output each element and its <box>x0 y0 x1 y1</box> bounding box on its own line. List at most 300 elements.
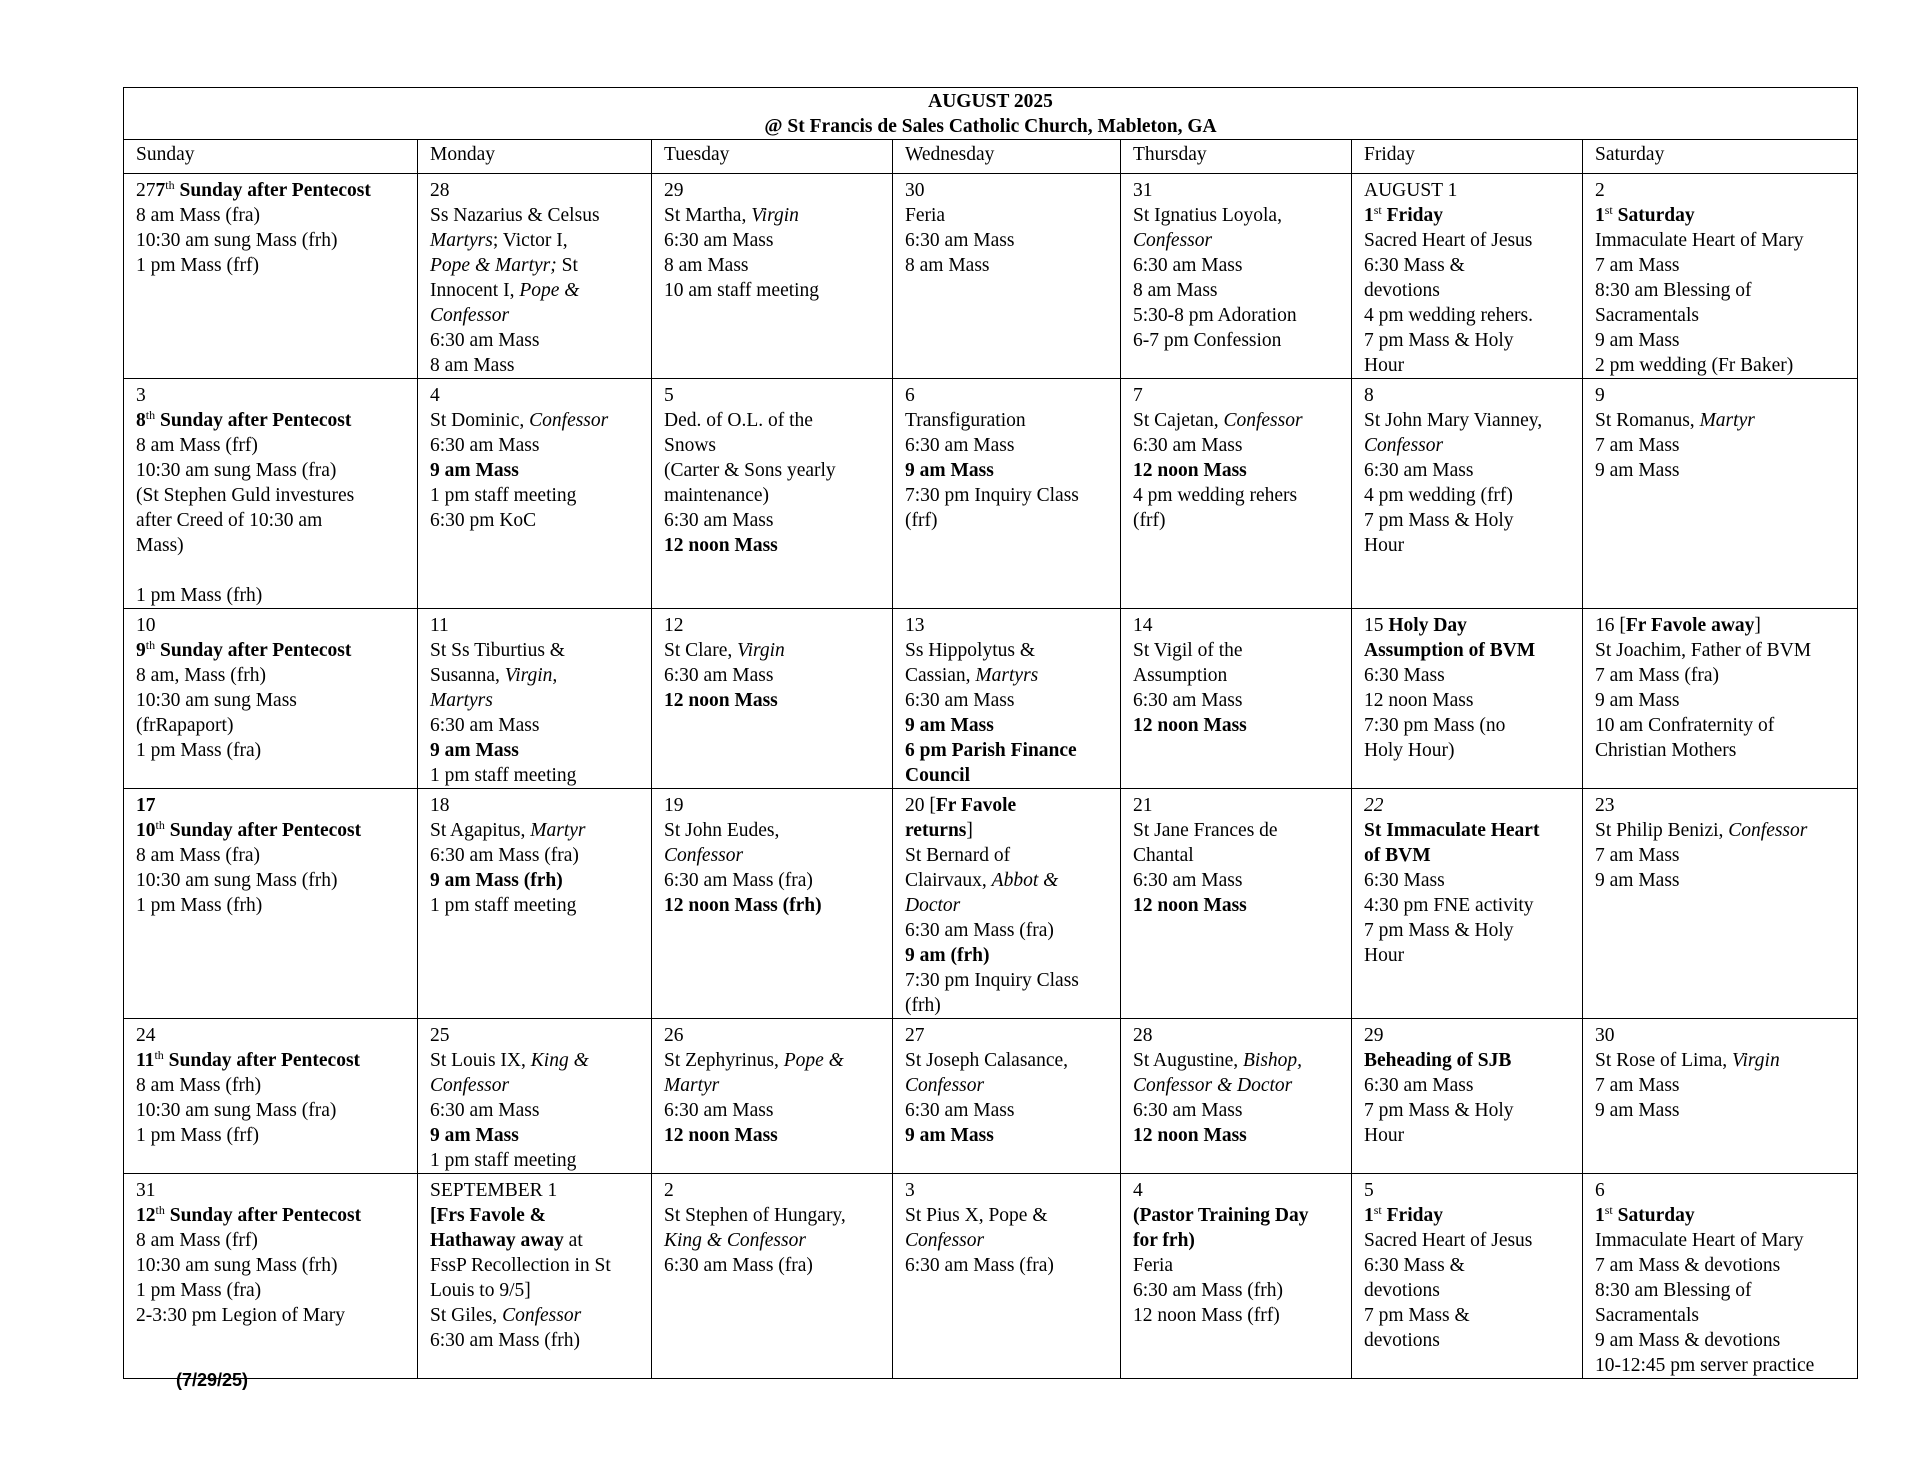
entry-text: 4 <box>1133 1180 1143 1201</box>
entry-text: 28 <box>430 180 450 201</box>
bold-text: 9 am Mass (frh) <box>430 870 563 891</box>
day-entry-line <box>136 508 405 533</box>
entry-text: 25 <box>430 1025 450 1046</box>
entry-text: 2-3:30 pm Legion of Mary <box>136 1305 346 1326</box>
entry-text: 10 am staff meeting <box>664 280 820 301</box>
day-cell <box>418 1019 652 1174</box>
entry-text: 10:30 am sung Mass (frh) <box>136 1255 338 1276</box>
day-entry-line <box>136 203 405 228</box>
day-entry-line <box>1595 278 1845 303</box>
day-cell <box>124 609 418 789</box>
italic-text: Virgin <box>751 205 799 226</box>
day-cell <box>418 174 652 379</box>
day-entry-line <box>905 843 1108 868</box>
entry-text: 30 <box>905 180 925 201</box>
day-entry-line <box>664 688 880 713</box>
entry-text: Ss Hippolytus & <box>905 640 1036 661</box>
entry-text: ] <box>1754 615 1761 636</box>
entry-text: Transfiguration <box>905 410 1026 431</box>
day-entry-line <box>1133 1178 1339 1203</box>
day-entry-line <box>905 1253 1108 1278</box>
day-entry-line <box>136 663 405 688</box>
entry-text: Sacred Heart of Jesus <box>1364 230 1533 251</box>
entry-text: 7 <box>1133 385 1143 406</box>
entry-text: 1 pm Mass (frh) <box>136 585 263 606</box>
day-entry-line <box>1133 613 1339 638</box>
day-cell <box>1352 1174 1583 1379</box>
entry-text: 6:30 Mass & <box>1364 1255 1465 1276</box>
day-entry-line <box>905 483 1108 508</box>
entry-text: Immaculate Heart of Mary <box>1595 1230 1804 1251</box>
day-entry-line <box>430 253 639 278</box>
blank-line <box>136 558 405 583</box>
day-entry-line <box>664 533 880 558</box>
day-entry-line <box>1364 1073 1570 1098</box>
italic-text: Confessor <box>905 1075 985 1096</box>
entry-text: 7 am Mass (fra) <box>1595 665 1719 686</box>
entry-text: Hour <box>1364 355 1405 376</box>
italic-text: Martyr <box>1699 410 1755 431</box>
entry-text: devotions <box>1364 1330 1440 1351</box>
bold-text: 12 noon Mass <box>1133 715 1247 736</box>
day-entry-line <box>430 458 639 483</box>
entry-text: 7 pm Mass & Holy <box>1364 1100 1514 1121</box>
day-entry-line <box>1595 1178 1845 1203</box>
entry-text: 4 pm wedding rehers <box>1133 485 1298 506</box>
day-entry-line <box>136 738 405 763</box>
day-entry-line <box>905 458 1108 483</box>
entry-text: Assumption <box>1133 665 1228 686</box>
entry-text: 6 <box>1595 1180 1605 1201</box>
day-entry-line <box>136 793 405 818</box>
day-entry-line <box>1364 738 1570 763</box>
bold-text: 12 noon Mass <box>1133 460 1247 481</box>
entry-text: 6:30 pm KoC <box>430 510 537 531</box>
day-entry-line <box>1364 1228 1570 1253</box>
day-entry-line <box>664 203 880 228</box>
day-entry-line <box>136 688 405 713</box>
day-entry-line <box>905 818 1108 843</box>
day-entry-line <box>1364 483 1570 508</box>
entry-text: 6:30 am Mass <box>664 230 774 251</box>
bold-text: Hathaway away <box>430 1230 564 1251</box>
day-cell <box>418 1174 652 1379</box>
day-entry-line <box>136 178 405 203</box>
ordinal-suffix: th <box>155 1203 165 1217</box>
entry-text: 5:30-8 pm Adoration <box>1133 305 1297 326</box>
entry-text: St Jane Frances de <box>1133 820 1278 841</box>
entry-text: 6:30 am Mass <box>664 510 774 531</box>
ordinal-suffix: st <box>1373 203 1382 217</box>
entry-text: Hour <box>1364 535 1405 556</box>
entry-text: (frf) <box>905 510 938 531</box>
day-cell <box>124 379 418 609</box>
day-entry-line <box>1364 943 1570 968</box>
bold-text: 9 am Mass <box>905 460 994 481</box>
day-entry-line <box>664 818 880 843</box>
entry-text: maintenance) <box>664 485 770 506</box>
day-entry-line <box>1133 203 1339 228</box>
day-entry-line <box>430 738 639 763</box>
bold-text: Fr Favole away <box>1625 615 1755 636</box>
entry-text: Hour <box>1364 1125 1405 1146</box>
day-cell <box>1352 609 1583 789</box>
day-entry-line <box>1364 203 1570 228</box>
day-entry-line <box>1364 893 1570 918</box>
entry-text: Clairvaux, <box>905 870 992 891</box>
entry-text: devotions <box>1364 280 1440 301</box>
day-entry-line <box>430 178 639 203</box>
day-cell <box>1352 379 1583 609</box>
entry-text: 1 pm staff meeting <box>430 1150 577 1171</box>
day-entry-line <box>430 508 639 533</box>
entry-text: (frRapaport) <box>136 715 234 736</box>
day-entry-line <box>1595 1253 1845 1278</box>
day-entry-line <box>664 178 880 203</box>
entry-text: 10:30 am sung Mass (fra) <box>136 460 337 481</box>
entry-text: 10 <box>136 615 156 636</box>
entry-text: 16 [ <box>1595 615 1626 636</box>
entry-text: 29 <box>1364 1025 1384 1046</box>
bold-text: Fr Favole <box>935 795 1017 816</box>
day-entry-line <box>1595 408 1845 433</box>
day-entry-line <box>1595 228 1845 253</box>
week-row-4 <box>124 789 1858 1019</box>
day-entry-line <box>1364 1023 1570 1048</box>
entry-text: St Philip Benizi, <box>1595 820 1729 841</box>
day-cell <box>893 609 1121 789</box>
day-entry-line <box>136 1253 405 1278</box>
entry-text: 9 am Mass <box>1595 690 1680 711</box>
day-entry-line <box>664 458 880 483</box>
day-entry-line <box>430 1303 639 1328</box>
entry-text: Louis to 9/5] <box>430 1280 531 1301</box>
day-entry-line <box>905 968 1108 993</box>
weekday-thursday: Thursday <box>1121 140 1352 174</box>
day-entry-line <box>136 533 405 558</box>
bold-text: [Frs Favole & <box>430 1205 546 1226</box>
entry-text: devotions <box>1364 1280 1440 1301</box>
day-entry-line <box>1364 253 1570 278</box>
day-cell <box>1121 609 1352 789</box>
entry-text: 3 <box>905 1180 915 1201</box>
day-entry-line <box>1364 1123 1570 1148</box>
weekday-wednesday: Wednesday <box>893 140 1121 174</box>
day-entry-line <box>1133 433 1339 458</box>
day-entry-line <box>430 663 639 688</box>
entry-text: 9 <box>1595 385 1605 406</box>
entry-text: St John Eudes, <box>664 820 780 841</box>
bold-text: Sunday after Pentecost <box>164 820 362 841</box>
entry-text: 7 pm Mass & Holy <box>1364 920 1514 941</box>
italic-text: Confessor <box>430 1075 510 1096</box>
day-entry-line <box>1595 383 1845 408</box>
day-cell <box>893 379 1121 609</box>
bold-text: 7 <box>155 180 166 201</box>
day-entry-line <box>905 663 1108 688</box>
day-cell <box>1121 1174 1352 1379</box>
ordinal-suffix: th <box>145 638 156 652</box>
day-entry-line <box>1364 1278 1570 1303</box>
entry-text: 9 am Mass <box>1595 330 1680 351</box>
entry-text: 8 am Mass (frf) <box>136 1230 258 1251</box>
entry-text: 6:30 am Mass <box>1133 435 1243 456</box>
day-entry-line <box>905 918 1108 943</box>
day-entry-line <box>664 843 880 868</box>
entry-text: 8 am Mass <box>905 255 990 276</box>
italic-text: Bishop, <box>1242 1050 1303 1071</box>
day-entry-line <box>664 1123 880 1148</box>
day-entry-line <box>1595 1278 1845 1303</box>
day-entry-line <box>430 818 639 843</box>
day-entry-line <box>430 1098 639 1123</box>
entry-text: Feria <box>905 205 946 226</box>
day-cell <box>652 1174 893 1379</box>
day-entry-line <box>1364 228 1570 253</box>
day-entry-line <box>905 1123 1108 1148</box>
day-entry-line <box>1133 228 1339 253</box>
day-entry-line <box>1133 1278 1339 1303</box>
day-entry-line <box>1364 1098 1570 1123</box>
entry-text: 6:30 am Mass (frh) <box>430 1330 581 1351</box>
entry-text: after Creed of 10:30 am <box>136 510 323 531</box>
week-row-3 <box>124 609 1858 789</box>
bold-text: 17 <box>136 795 156 816</box>
entry-text: 21 <box>1133 795 1153 816</box>
day-entry-line <box>430 613 639 638</box>
entry-text: 12 noon Mass <box>1364 690 1474 711</box>
italic-text: Pope & <box>783 1050 844 1071</box>
entry-text: Feria <box>1133 1255 1174 1276</box>
day-entry-line <box>1133 178 1339 203</box>
entry-text: 7 am Mass <box>1595 845 1680 866</box>
day-entry-line <box>430 763 639 788</box>
entry-text: 31 <box>1133 180 1153 201</box>
entry-text: 10:30 am sung Mass (frh) <box>136 230 338 251</box>
day-entry-line <box>430 1048 639 1073</box>
day-entry-line <box>905 253 1108 278</box>
entry-text: (St Stephen Guld investures <box>136 485 355 506</box>
week-row-6 <box>124 1174 1858 1379</box>
day-entry-line <box>1133 818 1339 843</box>
day-entry-line <box>1133 1303 1339 1328</box>
entry-text: 6:30 am Mass <box>664 1100 774 1121</box>
day-entry-line <box>1595 178 1845 203</box>
italic-text: Martyrs <box>430 690 493 711</box>
day-cell <box>893 789 1121 1019</box>
day-entry-line <box>1133 1048 1339 1073</box>
day-cell <box>1352 174 1583 379</box>
bold-text: Saturday <box>1612 205 1695 226</box>
entry-text: 20 [ <box>905 795 936 816</box>
entry-text: Sacramentals <box>1595 305 1699 326</box>
bold-text: 9 <box>136 640 146 661</box>
entry-text: 7:30 pm Inquiry Class <box>905 485 1079 506</box>
entry-text: 6:30 am Mass <box>1133 690 1243 711</box>
day-entry-line <box>1133 1228 1339 1253</box>
day-cell <box>893 1174 1121 1379</box>
entry-text: St John Mary Vianney, <box>1364 410 1543 431</box>
entry-text: 10:30 am sung Mass <box>136 690 297 711</box>
day-entry-line <box>136 893 405 918</box>
entry-text: St Stephen of Hungary, <box>664 1205 846 1226</box>
bold-text: 8 <box>136 410 146 431</box>
weekday-monday: Monday <box>418 140 652 174</box>
day-entry-line <box>664 1178 880 1203</box>
day-entry-line <box>1364 458 1570 483</box>
day-entry-line <box>136 383 405 408</box>
entry-text: at <box>563 1230 583 1251</box>
day-entry-line <box>905 433 1108 458</box>
day-entry-line <box>664 508 880 533</box>
day-entry-line <box>1595 203 1845 228</box>
day-cell <box>652 609 893 789</box>
day-cell <box>893 1019 1121 1174</box>
day-entry-line <box>1595 738 1845 763</box>
bold-text: 6 pm Parish Finance <box>905 740 1077 761</box>
day-entry-line <box>905 713 1108 738</box>
entry-text: 26 <box>664 1025 684 1046</box>
day-entry-line <box>905 1203 1108 1228</box>
entry-text: St Augustine, <box>1133 1050 1243 1071</box>
day-entry-line <box>664 1098 880 1123</box>
italic-text: Martyr <box>530 820 586 841</box>
entry-text: 1 pm Mass (frh) <box>136 895 263 916</box>
ordinal-suffix: st <box>1373 1203 1382 1217</box>
entry-text: 9 am Mass <box>1595 870 1680 891</box>
day-entry-line <box>1595 1228 1845 1253</box>
entry-text: St Joachim, Father of BVM <box>1595 640 1812 661</box>
entry-text: 1 pm Mass (fra) <box>136 740 262 761</box>
entry-text: 6-7 pm Confession <box>1133 330 1282 351</box>
day-entry-line <box>430 1278 639 1303</box>
entry-text: (Carter & Sons yearly <box>664 460 836 481</box>
entry-text: St Ss Tiburtius & <box>430 640 565 661</box>
entry-text: Sacramentals <box>1595 1305 1699 1326</box>
day-entry-line <box>1364 408 1570 433</box>
entry-text: 1 pm Mass (frf) <box>136 1125 259 1146</box>
day-entry-line <box>136 253 405 278</box>
calendar-header-row <box>124 88 1858 140</box>
italic-text: Pope & Martyr; <box>430 255 557 276</box>
entry-text: 8 am Mass (frf) <box>136 435 258 456</box>
entry-text: 15 <box>1364 615 1389 636</box>
day-entry-line <box>905 1023 1108 1048</box>
day-entry-line <box>1133 1253 1339 1278</box>
bold-text: for frh) <box>1133 1230 1195 1251</box>
italic-text: Confessor <box>905 1230 985 1251</box>
day-entry-line <box>1364 508 1570 533</box>
day-entry-line <box>430 278 639 303</box>
revision-date: (7/29/25) <box>176 1370 249 1390</box>
bold-text: 1 <box>1364 205 1374 226</box>
day-entry-line <box>905 1228 1108 1253</box>
day-cell <box>1121 379 1352 609</box>
day-entry-line <box>1133 1098 1339 1123</box>
day-entry-line <box>905 508 1108 533</box>
day-entry-line <box>664 278 880 303</box>
bold-text: Sunday after Pentecost <box>163 1050 361 1071</box>
day-cell <box>1352 1019 1583 1174</box>
italic-text: Confessor <box>664 845 744 866</box>
entry-text: 10:30 am sung Mass (frh) <box>136 870 338 891</box>
bold-text: 12 noon Mass <box>664 690 778 711</box>
entry-text: 7:30 pm Mass (no <box>1364 715 1506 736</box>
entry-text: St Bernard of <box>905 845 1011 866</box>
day-entry-line <box>430 893 639 918</box>
day-entry-line <box>905 1178 1108 1203</box>
italic-text: Martyr <box>664 1075 720 1096</box>
entry-text: St Joseph Calasance, <box>905 1050 1069 1071</box>
day-entry-line <box>136 843 405 868</box>
day-entry-line <box>664 638 880 663</box>
day-entry-line <box>905 1098 1108 1123</box>
entry-text: 7 pm Mass & Holy <box>1364 510 1514 531</box>
day-entry-line <box>664 663 880 688</box>
bold-text: 10 <box>136 820 156 841</box>
entry-text: 7 am Mass <box>1595 255 1680 276</box>
day-entry-line <box>664 793 880 818</box>
entry-text: St Cajetan, <box>1133 410 1224 431</box>
bold-text: 12 noon Mass <box>664 535 778 556</box>
italic-text: Confessor <box>430 305 510 326</box>
day-entry-line <box>1595 1328 1845 1353</box>
day-entry-line <box>430 483 639 508</box>
entry-text: 30 <box>1595 1025 1615 1046</box>
entry-text: 28 <box>1133 1025 1153 1046</box>
day-entry-line <box>664 1073 880 1098</box>
day-cell <box>418 609 652 789</box>
bold-text: 1 <box>1595 205 1605 226</box>
bold-text: 12 <box>136 1205 156 1226</box>
bold-text: returns <box>905 820 967 841</box>
bold-text: 9 am Mass <box>430 740 519 761</box>
day-entry-line <box>664 408 880 433</box>
day-entry-line <box>1364 713 1570 738</box>
entry-text: 13 <box>905 615 925 636</box>
entry-text: 6:30 am Mass (fra) <box>905 1255 1054 1276</box>
day-entry-line <box>664 383 880 408</box>
day-entry-line <box>664 613 880 638</box>
day-entry-line <box>1595 433 1845 458</box>
bold-text: St Immaculate Heart <box>1364 820 1540 841</box>
day-entry-line <box>430 1073 639 1098</box>
bold-text: 12 noon Mass (frh) <box>664 895 822 916</box>
day-entry-line <box>1595 1023 1845 1048</box>
entry-text: St Vigil of the <box>1133 640 1243 661</box>
entry-text: 8 am Mass <box>664 255 749 276</box>
day-cell <box>1583 174 1858 379</box>
entry-text: 7:30 pm Inquiry Class <box>905 970 1079 991</box>
entry-text: FssP Recollection in St <box>430 1255 611 1276</box>
entry-text: Snows <box>664 435 717 456</box>
entry-text: 5 <box>1364 1180 1374 1201</box>
day-cell <box>652 1019 893 1174</box>
day-entry-line <box>1133 1203 1339 1228</box>
day-entry-line <box>1133 303 1339 328</box>
entry-text: AUGUST 1 <box>1364 180 1458 201</box>
day-entry-line <box>430 793 639 818</box>
day-entry-line <box>136 433 405 458</box>
day-entry-line <box>1364 178 1570 203</box>
day-entry-line <box>1133 458 1339 483</box>
bold-text: 9 am Mass <box>430 1125 519 1146</box>
entry-text: 6:30 am Mass <box>905 230 1015 251</box>
entry-text: 4 pm wedding (frf) <box>1364 485 1513 506</box>
day-entry-line <box>430 1253 639 1278</box>
day-entry-line <box>905 943 1108 968</box>
bold-text: of BVM <box>1364 845 1431 866</box>
